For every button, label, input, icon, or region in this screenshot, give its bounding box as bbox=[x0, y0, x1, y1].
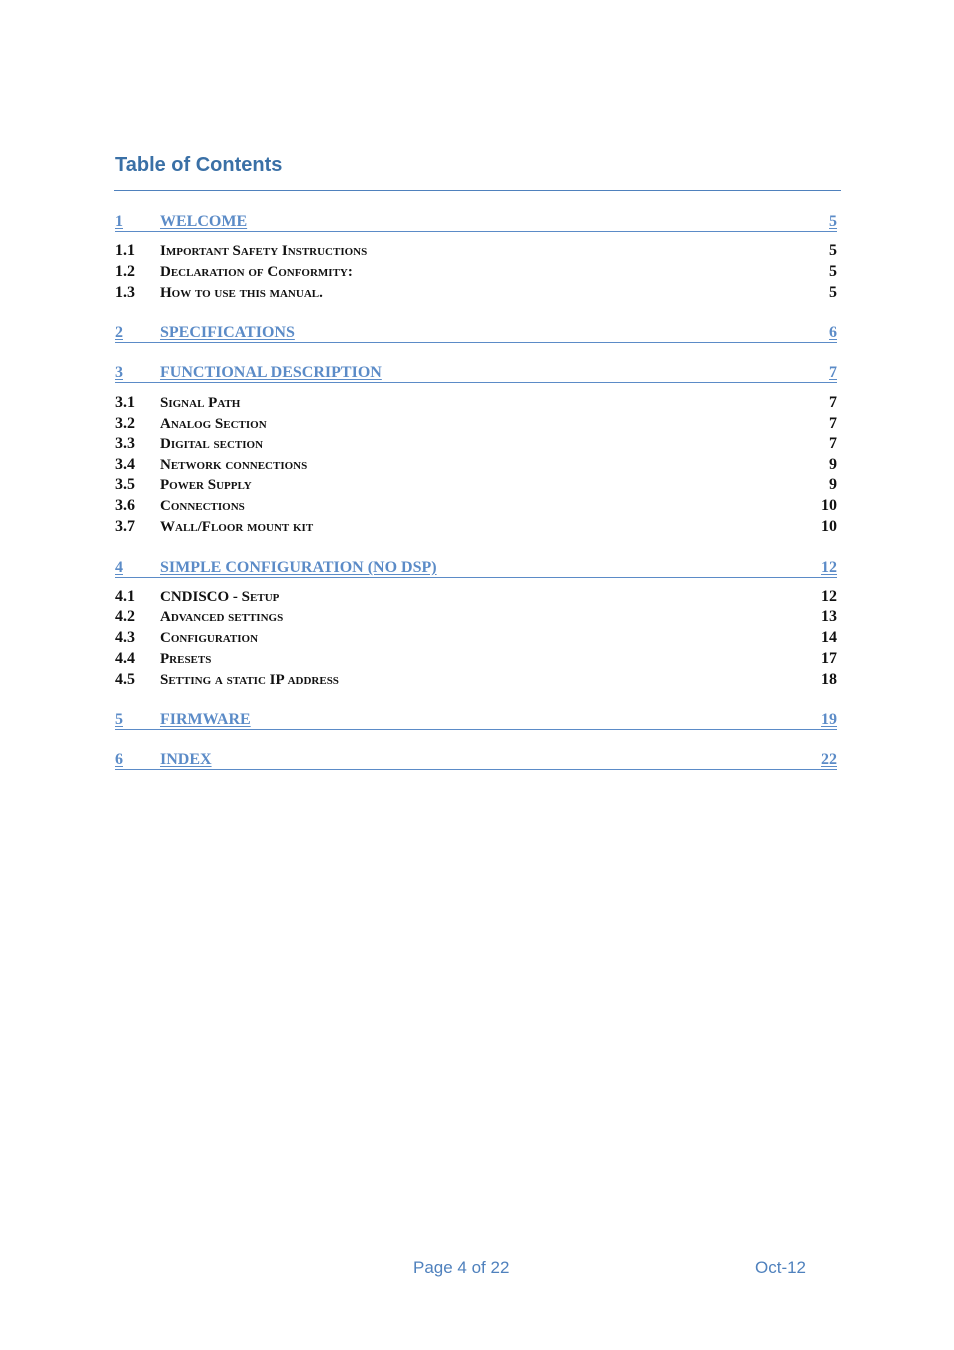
toc-entry-number: 3.6 bbox=[115, 497, 135, 514]
toc-entry-label: SIMPLE CONFIGURATION (NO DSP) bbox=[160, 559, 437, 576]
toc-entry-number: 1.1 bbox=[115, 242, 135, 259]
toc-entry-label: Digital section bbox=[160, 436, 264, 452]
toc-entry-label: FIRMWARE bbox=[160, 711, 251, 728]
toc-entry-page: 7 bbox=[829, 415, 837, 432]
toc-entry-page: 10 bbox=[821, 497, 837, 514]
toc-entry-number: 3 bbox=[115, 364, 123, 381]
toc-entry-network-connections[interactable] bbox=[115, 456, 837, 476]
toc-entry-label: Configuration bbox=[160, 630, 259, 646]
toc-entry-number: 3.4 bbox=[115, 456, 135, 473]
toc-entry-simple-configuration[interactable] bbox=[115, 557, 837, 578]
toc-entry-number: 3.1 bbox=[115, 394, 135, 411]
toc-entry-page: 17 bbox=[821, 650, 837, 667]
toc-entry-label: Wall/Floor mount kit bbox=[160, 519, 314, 535]
toc-entry-page: 18 bbox=[821, 671, 837, 688]
toc-entry-label: Power Supply bbox=[160, 477, 252, 493]
toc-entry-label: WELCOME bbox=[160, 213, 248, 230]
toc-entry-connections[interactable] bbox=[115, 497, 837, 517]
toc-entry-page: 9 bbox=[829, 476, 837, 493]
toc-entry-signal-path[interactable] bbox=[115, 394, 837, 414]
toc-entry-mount-kit[interactable] bbox=[115, 518, 837, 538]
toc-entry-number: 4.1 bbox=[115, 588, 135, 605]
toc-entry-number: 4.3 bbox=[115, 629, 135, 646]
toc-entry-label: CNDISCO - Setup bbox=[160, 589, 280, 605]
toc-entry-number: 2 bbox=[115, 324, 123, 341]
toc-entry-number: 4 bbox=[115, 559, 123, 576]
toc-entry-label: Network connections bbox=[160, 457, 308, 473]
toc-entry-page: 10 bbox=[821, 518, 837, 535]
toc-entry-cndisco-setup[interactable] bbox=[115, 588, 837, 608]
toc-entry-label: Analog Section bbox=[160, 416, 267, 432]
toc-entry-label: Setting a static IP address bbox=[160, 672, 339, 688]
toc-entry-number: 3.7 bbox=[115, 518, 135, 535]
toc-entry-page: 7 bbox=[829, 394, 837, 411]
toc-entry-number: 3.3 bbox=[115, 435, 135, 452]
toc-entry-number: 1 bbox=[115, 213, 123, 230]
toc-entry-number: 4.2 bbox=[115, 608, 135, 625]
toc-entry-label: Presets bbox=[160, 651, 212, 667]
toc-entry-number: 5 bbox=[115, 711, 123, 728]
toc-entry-page: 9 bbox=[829, 456, 837, 473]
toc-entry-presets[interactable] bbox=[115, 650, 837, 670]
toc-entry-number: 1.3 bbox=[115, 284, 135, 301]
toc-entry-page: 12 bbox=[821, 559, 837, 576]
toc-entry-declaration[interactable] bbox=[115, 263, 837, 283]
toc-entry-page: 6 bbox=[829, 324, 837, 341]
toc-entry-page: 13 bbox=[821, 608, 837, 625]
toc-entry-label: Signal Path bbox=[160, 395, 241, 411]
footer-page-number: Page 4 of 22 bbox=[413, 1258, 510, 1277]
toc-entry-number: 4.5 bbox=[115, 671, 135, 688]
toc-entry-static-ip[interactable] bbox=[115, 671, 837, 691]
toc-entry-page: 22 bbox=[821, 751, 837, 768]
toc-entry-label: How to use this manual. bbox=[160, 285, 323, 301]
toc-entry-label: INDEX bbox=[160, 751, 212, 768]
toc-entry-configuration[interactable] bbox=[115, 629, 837, 649]
toc-entry-index[interactable] bbox=[115, 749, 837, 770]
toc-entry-advanced-settings[interactable] bbox=[115, 608, 837, 628]
toc-entry-page: 5 bbox=[829, 284, 837, 301]
toc-entry-number: 4.4 bbox=[115, 650, 135, 667]
toc-entry-number: 3.2 bbox=[115, 415, 135, 432]
toc-entry-label: SPECIFICATIONS bbox=[160, 324, 295, 341]
toc-entry-label: Declaration of Conformity: bbox=[160, 264, 353, 280]
toc-entry-page: 7 bbox=[829, 435, 837, 452]
toc-entry-number: 3.5 bbox=[115, 476, 135, 493]
toc-entry-digital-section[interactable] bbox=[115, 435, 837, 455]
toc-entry-label: Important Safety Instructions bbox=[160, 243, 368, 259]
toc-entry-page: 5 bbox=[829, 213, 837, 230]
toc-entry-label: Advanced settings bbox=[160, 609, 284, 625]
toc-entry-label: FUNCTIONAL DESCRIPTION bbox=[160, 364, 382, 381]
toc-entry-specifications[interactable] bbox=[115, 322, 837, 343]
title-divider bbox=[114, 190, 841, 191]
toc-entry-page: 14 bbox=[821, 629, 837, 646]
toc-entry-page: 7 bbox=[829, 364, 837, 381]
toc-entry-page: 5 bbox=[829, 263, 837, 280]
toc-entry-analog-section[interactable] bbox=[115, 415, 837, 435]
toc-entry-firmware[interactable] bbox=[115, 709, 837, 730]
toc-entry-how-to-use[interactable] bbox=[115, 284, 837, 304]
toc-entry-label: Connections bbox=[160, 498, 245, 514]
toc-entry-welcome[interactable] bbox=[115, 211, 837, 232]
toc-entry-functional-description[interactable] bbox=[115, 362, 837, 383]
toc-entry-page: 19 bbox=[821, 711, 837, 728]
toc-title: Table of Contents bbox=[115, 154, 283, 176]
footer-date: Oct-12 bbox=[755, 1258, 807, 1277]
toc-entry-page: 12 bbox=[821, 588, 837, 605]
toc-entry-number: 1.2 bbox=[115, 263, 135, 280]
toc-entry-safety-instructions[interactable] bbox=[115, 242, 837, 262]
toc-entry-number: 6 bbox=[115, 751, 123, 768]
toc-entry-power-supply[interactable] bbox=[115, 476, 837, 496]
toc-entry-page: 5 bbox=[829, 242, 837, 259]
